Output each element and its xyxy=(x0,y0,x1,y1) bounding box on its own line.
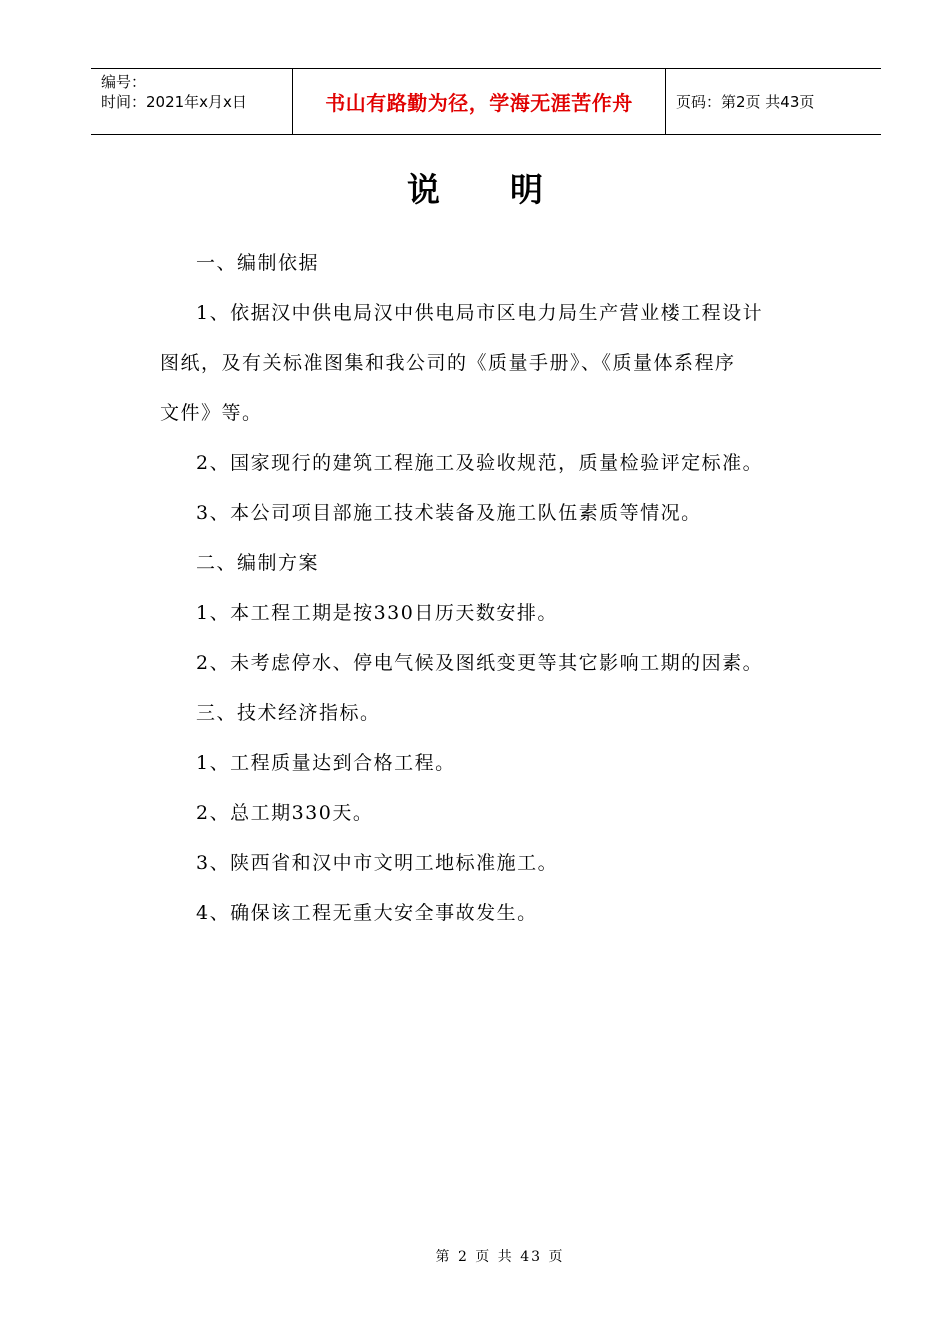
paragraph-plan-1: 1、本工程工期是按330日历天数安排。 xyxy=(196,602,558,624)
header-motto: 书山有路勤为径，学海无涯苦作舟 xyxy=(293,69,666,134)
header-page-info: 页码：第2页 共43页 xyxy=(676,93,815,111)
section-heading-plan: 二、编制方案 xyxy=(196,552,320,574)
section-heading-basis: 一、编制依据 xyxy=(196,252,320,274)
paragraph-indicator-3: 3、陕西省和汉中市文明工地标准施工。 xyxy=(196,852,559,874)
paragraph-basis-1: 1、依据汉中供电局汉中供电局市区电力局生产营业楼工程设计 xyxy=(196,302,764,324)
document-time-label: 时间：2021年x月x日 xyxy=(101,93,247,111)
page-header xyxy=(91,68,881,135)
document-body xyxy=(160,238,810,938)
header-meta xyxy=(91,69,293,134)
document-number-label: 编号： xyxy=(101,73,147,91)
page-footer: 第 2 页 共 43 页 xyxy=(435,1249,565,1265)
paragraph-basis-1-cont2: 文件》等。 xyxy=(160,402,263,424)
paragraph-basis-2: 2、国家现行的建筑工程施工及验收规范，质量检验评定标准。 xyxy=(196,452,764,474)
paragraph-indicator-1: 1、工程质量达到合格工程。 xyxy=(196,752,456,774)
paragraph-indicator-4: 4、确保该工程无重大安全事故发生。 xyxy=(196,902,538,924)
page-title: 说明 xyxy=(407,170,613,209)
paragraph-plan-2: 2、未考虑停水、停电气候及图纸变更等其它影响工期的因素。 xyxy=(196,652,764,674)
paragraph-indicator-2: 2、总工期330天。 xyxy=(196,802,374,824)
paragraph-basis-3: 3、本公司项目部施工技术装备及施工队伍素质等情况。 xyxy=(196,502,702,524)
section-heading-indicators: 三、技术经济指标。 xyxy=(196,702,381,724)
paragraph-basis-1-cont: 图纸，及有关标准图集和我公司的《质量手册》、《质量体系程序 xyxy=(160,352,736,374)
